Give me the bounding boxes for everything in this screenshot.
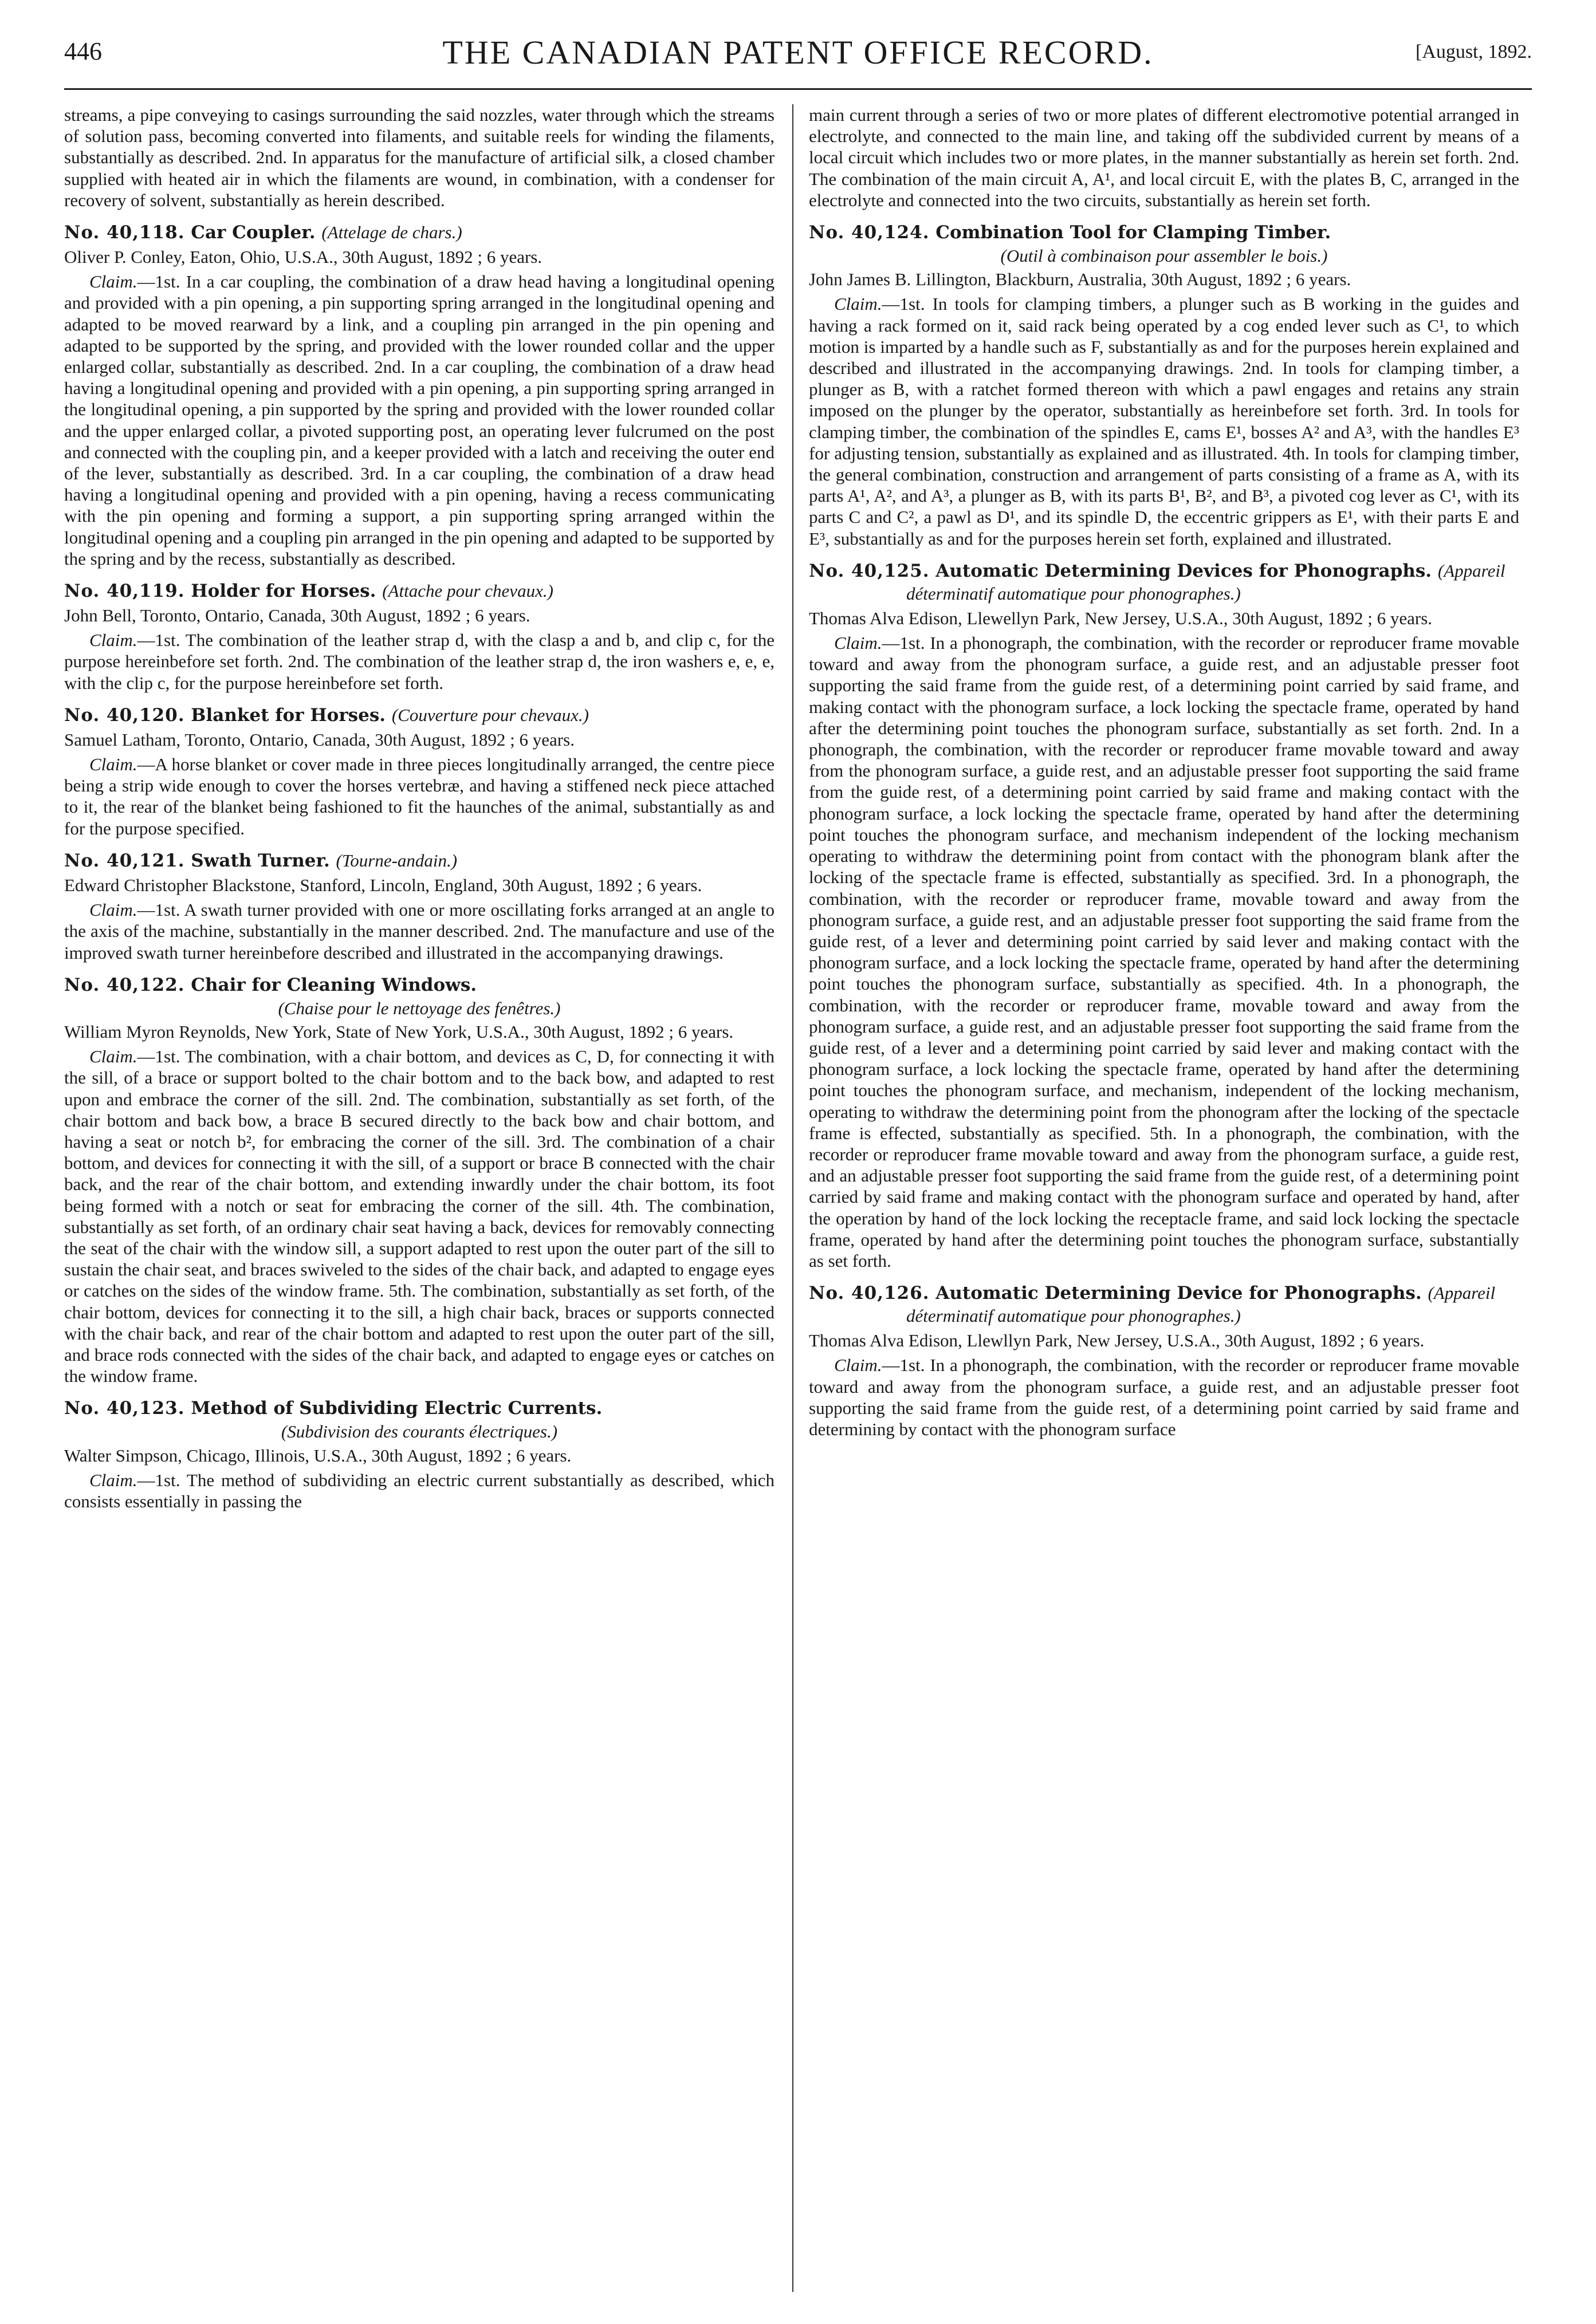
left-column [64,104,775,2292]
entry-number: No. 40,121. [64,850,185,871]
claim-label: Claim. [89,630,137,651]
entry-french-title: (Outil à combinaison pour assembler le bois.) [1000,246,1328,266]
entry-number: No. 40,122. [64,974,185,995]
entry-inventor: Thomas Alva Edison, Llewllyn Park, New Jersey, U.S.A., 30th August, 1892 ; 6 years. [809,1330,1425,1351]
entry-title: Car Coupler. [191,222,316,243]
entry-title: Automatic Determining Device for Phonographs. [935,1283,1422,1304]
entry-number: No. 40,124. [809,222,930,243]
claim-text: —1st. In a phonograph, the combination, with the recorder or reproducer frame movable toward and away from the phonogram surface, a guide rest, and an adjustable presser foot supporting the said frame from the guide rest, of a determining point carried by said frame, and making contact with the phonogram surface, a lock locking the spectacle frame, operated by hand after the determining point touches the phonogram surface, substantially as set forth. 2nd. In a phonograph, the combination, with the recorder or reproducer frame movable toward and away from the phonogram surface, a guide rest, and an adjustable presser foot supporting the said frame from the guide rest, of a determining point carried by said frame and making contact with the phonogram surface, a lock locking the spectacle frame, operated by hand after the determining point touches the phonogram surface, and mechanism independent of the locking mechanism operating to withdraw the determining point from contact with the phonogram blank after the locking of the spectacle frame is effected, substantially as specified. 3rd. In a phonograph, the combination, with the recorder or reproducer frame, movable toward and away from the phonogram surface, a guide rest, and an adjustable presser foot supporting the said frame from the guide rest, of a lever and determining point carried by said lever and making contact with the phonogram surface, and a lock locking the spectacle frame, operated by hand after the determining point touches the phonogram surface, substantially as specified. 4th. In a phonograph, the combination, with the recorder or reproducer frame, movable toward and away from the phonogram surface, a guide rest, and an adjustable presser foot supporting the said frame from the guide rest, of a lever and a determining point carried by said lever and making contact with the phonogram surface, a lock locking the spectacle frame, operated by hand after the determining point touches the phonogram surface, and mechanism, independent of the locking mechanism, operating to withdraw the determining point from the phonogram after the locking of the spectacle frame is effected, substantially as specified. 5th. In a phonograph, the combination, with the recorder or reproducer frame movable toward and away from the phonogram surface, a guide rest, and an adjustable presser foot supporting the said frame from the guide rest, of a determining point carried by said frame and making contact with the phonogram surface and operated by hand, after the operation by hand of the lock locking the receptacle frame, and said lock locking the spectacle frame, operated by hand after the determining point touches the phonogram surface, substantially as set forth. [809,633,1519,1271]
claim-label: Claim. [834,633,882,653]
claim-label: Claim. [89,900,137,920]
claim-text: —1st. In tools for clamping timbers, a plunger such as B working in the guides and having a rack formed on it, said rack being operated by a cog ended lever such as C¹, to which motion is imparted by a handle such as F, substantially as and for the purposes herein explained and described and illustrated in the accompanying drawings. 2nd. In tools for clamping timber, a plunger as B, with a ratchet formed thereon with which a pawl engages and retains any strain imposed on the plunger by the operator, substantially as hereinbefore set forth. 3rd. In tools for clamping timber, the combination of the spindles E, cams E¹, bosses A² and A³, with the handles E³ for adjusting tension, substantially as explained and as illustrated. 4th. In tools for clamping timber, the general combination, construction and arrangement of parts consisting of a frame as A, with its parts A¹, A², and A³, a plunger as B, with its parts B¹, B², and B³, a pivoted cog lever as C¹, with its parts C and C², a pawl as D¹, and its spindle D, the eccentric grippers as E¹, with their parts E and E³, substantially as and for the purposes herein set forth, explained and illustrated. [809,294,1519,549]
entry-claim [64,754,775,839]
claim-text: —1st. The combination, with a chair bottom, and devices as C, D, for connecting it with the sill, of a brace or support bolted to the chair bottom and to the back bow, and adapted to rest upon and embrace the corner of the sill. 2nd. The combination, substantially as set forth, of the chair bottom and back bow, a brace B secured directly to the back bow and chair bottom, and having a seat or notch b², for embracing the corner of the sill. 3rd. The combination of a chair bottom, and devices for connecting it with the sill, of a support or brace B connected with the chair back, and the rear of the chair bottom, and extending inwardly under the chair bottom, its foot being formed with a notch or seat for embracing the corner of the sill. 4th. The combination, substantially as set forth, of an ordinary chair seat having a back, devices for removably connecting the seat of the chair with the window sill, a support adapted to rest upon the outer part of the sill to sustain the chair seat, and braces swiveled to the sides of the chair back, and adapted to engage eyes or catches on the sides of the window frame. 5th. The combination, substantially as set forth, of the chair bottom, devices for connecting it to the sill, a high chair back, braces or supports connected with the chair back, and rear of the chair bottom and adapted to rest upon the outer part of the sill, and brace rods connected with the sides of the chair back, and adapted to engage eyes or catches on the window frame. [64,1046,775,1386]
entry-number: No. 40,118. [64,222,185,243]
left-continuation: streams, a pipe conveying to casings surrounding the said nozzles, water through which the streams of solution pass, becoming converted into filaments, and suitable reels for winding the filaments, substantially as described. 2nd. In apparatus for the manufacture of artificial silk, a closed chamber supplied with heated air in which the filaments are wound, in combination, with a condenser for recovery of solvent, substantially as herein described. [64,105,775,210]
entry-number: No. 40,120. [64,704,185,726]
entry-title: Chair for Cleaning Windows. [191,974,477,995]
entry-number: No. 40,119. [64,581,185,602]
claim-text: —1st. The method of subdividing an electric current substantially as described, which consists essentially in passing the [64,1470,775,1511]
entry-inventor: Walter Simpson, Chicago, Illinois, U.S.A., 30th August, 1892 ; 6 years. [64,1445,572,1466]
entry-inventor: Edward Christopher Blackstone, Stanford, Lincoln, England, 30th August, 1892 ; 6 years. [64,875,702,895]
page-title: THE CANADIAN PATENT OFFICE RECORD. [442,34,1154,71]
entry-french-title: (Attelage de chars.) [321,222,462,243]
claim-label: Claim. [834,294,882,314]
entry-claim [809,293,1519,549]
claim-text: —A horse blanket or cover made in three pieces longitudinally arranged, the centre piece being a strip wide enough to cover the horses vertebræ, and having a stiffened neck piece attached to it, the rear of the blanket being fashioned to fit the haunches of the animal, substantially as and for the purpose specified. [64,754,775,838]
entry-heading [809,221,1519,244]
entry-heading [64,1397,775,1420]
entry-number: No. 40,123. [64,1398,185,1419]
right-column [809,104,1519,2292]
entry-french-title: (Tourne-andain.) [336,850,458,870]
patent-entry-40122 [64,974,775,1387]
claim-label: Claim. [89,271,137,292]
right-continuation: main current through a series of two or more plates of different electromotive potential arranged in electrolyte, and connected to the main line, and taking off the subdivided current by means of a local circuit which includes two or more plates, in the manner substantially as herein set forth. 2nd. The combination of the main circuit A, A¹, and local circuit E, with the plates B, C, arranged in the electrolyte and connected into the two circuits, substantially as herein set forth. [809,105,1519,210]
claim-label: Claim. [89,1046,137,1067]
entry-french-title: (Attache pour chevaux.) [382,581,553,601]
entry-french-title: (Subdivision des courants électriques.) [281,1421,558,1442]
claim-label: Claim. [89,754,137,775]
entry-title: Combination Tool for Clamping Timber. [935,222,1331,243]
entry-heading [64,849,775,872]
entry-inventor: Samuel Latham, Toronto, Ontario, Canada, 30th August, 1892 ; 6 years. [64,729,575,750]
entry-claim [64,1046,775,1386]
claim-text: —1st. The combination of the leather strap d, with the clasp a and b, and clip c, for the purpose hereinbefore set forth. 2nd. The combination of the leather strap d, the iron washers e, e, e, with the clip c, for the purpose hereinbefore set forth. [64,630,775,693]
entry-heading [64,974,775,996]
entry-french-title: (Chaise pour le nettoyage des fenêtres.) [278,998,561,1018]
entry-title: Swath Turner. [191,850,330,871]
entry-french-title: (Couverture pour chevaux.) [391,704,589,725]
page-header [64,33,1532,79]
entry-heading [64,221,775,244]
patent-entry-40126 [809,1282,1519,1440]
entry-claim [64,271,775,569]
entry-title: Blanket for Horses. [191,704,386,726]
claim-label: Claim. [834,1355,882,1376]
entry-number: No. 40,125. [809,560,930,581]
entry-title: Automatic Determining Devices for Phonographs. [935,560,1432,581]
patent-entry-40119 [64,580,775,694]
patent-entry-40124 [809,221,1519,549]
page-number: 446 [64,37,102,65]
entry-number: No. 40,126. [809,1283,930,1304]
claim-text: —1st. A swath turner provided with one or more oscillating forks arranged at an angle to the axis of the machine, substantially in the manner described. 2nd. The manufacture and use of the improved swath turner hereinbefore described and illustrated in the accompanying drawings. [64,900,775,963]
patent-entry-40125 [809,560,1519,1271]
entry-heading [64,580,775,602]
claim-text: —1st. In a phonograph, the combination, with the recorder or reproducer frame movable toward and away from the phonogram surface, a guide rest, and an adjustable presser foot supporting the said frame from the guide rest, of a determining point carried by said frame and determining by contact with the phonogram surface [809,1355,1519,1439]
entry-inventor: Thomas Alva Edison, Llewellyn Park, New Jersey, U.S.A., 30th August, 1892 ; 6 years. [809,608,1433,628]
page-date: [August, 1892. [1415,41,1532,62]
entry-heading [809,1282,1519,1328]
entry-title: Method of Subdividing Electric Currents. [191,1398,603,1419]
entry-inventor: Oliver P. Conley, Eaton, Ohio, U.S.A., 30th August, 1892 ; 6 years. [64,247,543,267]
entry-heading [64,704,775,727]
entry-inventor: William Myron Reynolds, New York, State of New York, U.S.A., 30th August, 1892 ; 6 years. [64,1021,734,1042]
entry-claim [809,1354,1519,1440]
header-rule [64,88,1532,90]
entry-inventor: John James B. Lillington, Blackburn, Australia, 30th August, 1892 ; 6 years. [809,269,1351,290]
patent-entry-40120 [64,704,775,839]
patent-entry-40121 [64,849,775,963]
entry-heading [809,560,1519,605]
patent-entry-40118 [64,221,775,569]
entry-claim [64,629,775,694]
column-divider [792,104,793,2292]
entry-claim [64,899,775,963]
entry-claim [809,632,1519,1271]
entry-french-title: (Appareil déterminatif automatique pour phonographes.) [906,560,1505,604]
claim-label: Claim. [89,1470,137,1490]
entry-french-title: (Appareil déterminatif automatique pour phonographes.) [906,1283,1496,1326]
claim-text: —1st. In a car coupling, the combination of a draw head having a longitudinal opening and provided with a pin opening, a pin supporting spring arranged in the longitudinal opening and adapted to be moved rearward by a link, and a coupling pin arranged in the pin opening and adapted to be supported by the spring, and provided with the lower rounded collar and the upper enlarged collar, substantially as described. 2nd. In a car coupling, the combination of a draw head having a longitudinal opening and provided with a pin opening, a pin supporting spring arranged in the longitudinal opening, a pin supported by the spring and provided with the lower rounded collar and the upper enlarged collar, a pivoted supporting post, an operating lever fulcrumed on the post and connected with the coupling pin, and a keeper provided with a latch and receiving the outer end of the lever, substantially as described. 3rd. In a car coupling, the combination of a draw head having a longitudinal opening and provided with a pin opening, having a recess communicating with the pin opening and forming a support, a pin supporting spring arranged within the longitudinal opening and a coupling pin arranged in the pin opening and adapted to be supported by the spring and by the recess, substantially as described. [64,271,775,569]
entry-claim [64,1470,775,1512]
entry-title: Holder for Horses. [191,581,376,602]
patent-entry-40123 [64,1397,775,1512]
document-page [64,33,1532,2301]
entry-inventor: John Bell, Toronto, Ontario, Canada, 30th August, 1892 ; 6 years. [64,605,530,626]
